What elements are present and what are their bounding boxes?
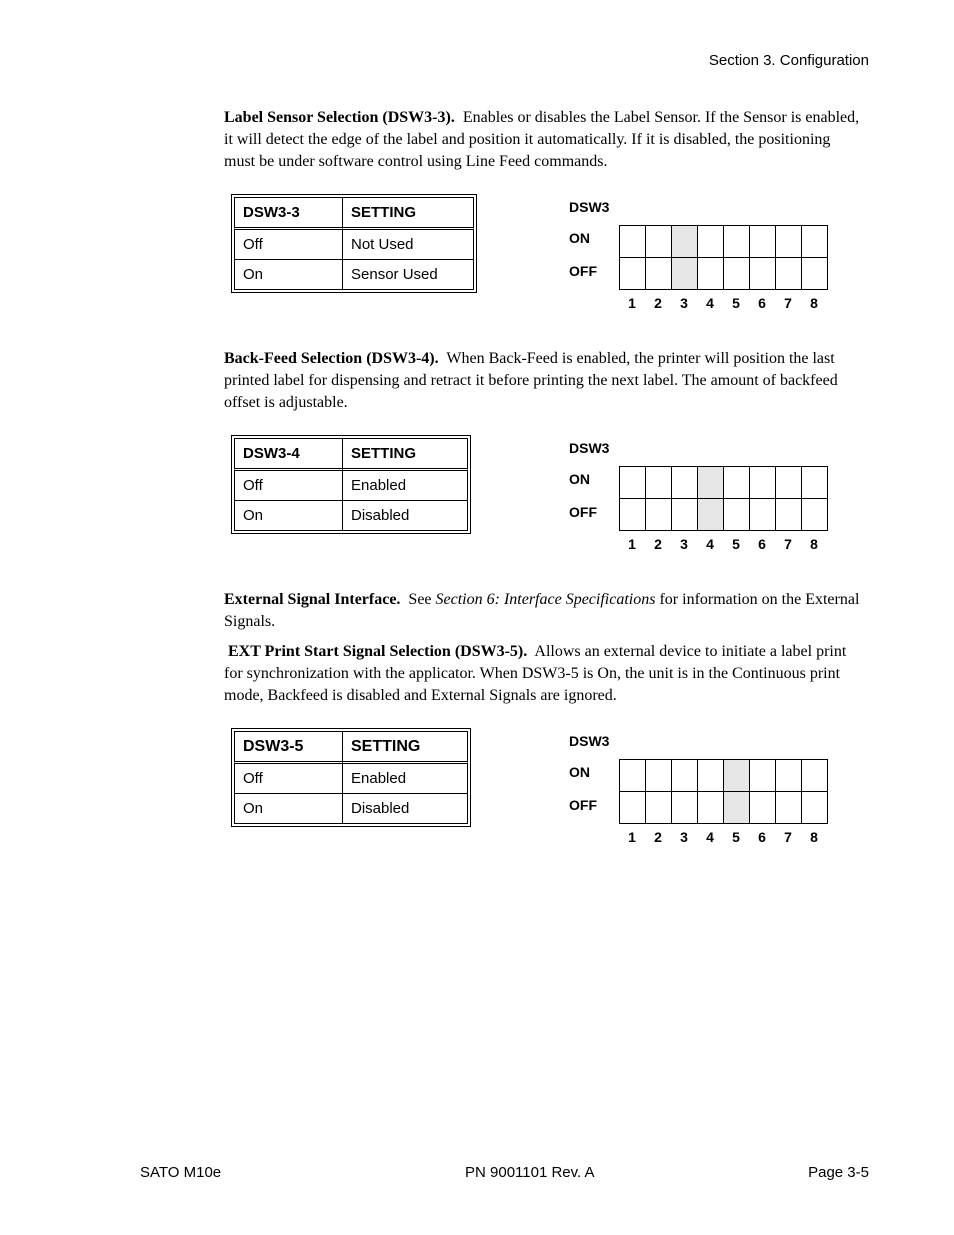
switch-off-label: OFF [569, 797, 597, 813]
switch-on-label: ON [569, 230, 590, 246]
switch-label: DSW3 [569, 733, 610, 749]
switch-on-cell-6 [750, 760, 776, 792]
switch-off-cell-6 [750, 258, 776, 290]
switch-number-7: 7 [784, 829, 792, 845]
switch-number-7: 7 [784, 295, 792, 311]
dsw3-3-settings-table [231, 194, 477, 293]
table-cell: Enabled [342, 761, 468, 793]
switch-grid [619, 225, 828, 290]
table-cell: Off [234, 761, 342, 793]
switch-number-1: 1 [628, 295, 636, 311]
switch-on-cell-4 [698, 467, 724, 499]
table-header: SETTING [342, 731, 468, 761]
table-header: DSW3-4 [234, 438, 342, 468]
switch-off-cell-7 [776, 258, 802, 290]
table-cell: Off [234, 227, 342, 259]
external-signal-title: External Signal Interface. [224, 591, 401, 608]
label-sensor-paragraph [224, 107, 864, 173]
switch-on-cell-3 [672, 226, 698, 258]
switch-on-cell-2 [646, 226, 672, 258]
ext-print-body: Allows an external device to initiate a label print for synchronization with the applicator. When DSW3-5 is On, the unit is in the Continuous print mode, Backfeed is disabled and External Signals are ignored. [224, 643, 847, 704]
switch-on-cell-4 [698, 226, 724, 258]
dsw3-5-settings-table [231, 728, 471, 827]
switch-number-3: 3 [680, 295, 688, 311]
switch-label: DSW3 [569, 440, 610, 456]
switch-off-cell-2 [646, 258, 672, 290]
switch-off-cell-8 [802, 792, 828, 824]
switch-number-3: 3 [680, 829, 688, 845]
ext-print-paragraph [224, 641, 864, 707]
table-cell: Disabled [342, 500, 468, 531]
switch-off-cell-7 [776, 499, 802, 531]
external-signal-post: for information on the External Signals. [224, 591, 860, 630]
section-header: Section 3. Configuration [708, 52, 869, 69]
footer-page-number: Page 3-5 [808, 1164, 869, 1181]
switch-off-cell-1 [620, 258, 646, 290]
switch-numbers [619, 536, 827, 552]
switch-off-cell-5 [724, 499, 750, 531]
switch-grid [619, 466, 828, 531]
switch-off-cell-1 [620, 499, 646, 531]
ext-print-title: EXT Print Start Signal Selection (DSW3-5). [228, 643, 528, 660]
switch-number-1: 1 [628, 536, 636, 552]
switch-number-2: 2 [654, 295, 662, 311]
switch-number-8: 8 [810, 295, 818, 311]
switch-number-2: 2 [654, 829, 662, 845]
switch-on-cell-1 [620, 467, 646, 499]
switch-off-cell-4 [698, 258, 724, 290]
switch-on-cell-2 [646, 467, 672, 499]
table-cell: On [234, 500, 342, 531]
switch-grid [619, 759, 828, 824]
table-cell: On [234, 259, 342, 290]
switch-off-cell-3 [672, 258, 698, 290]
switch-number-7: 7 [784, 536, 792, 552]
switch-number-5: 5 [732, 536, 740, 552]
switch-on-cell-7 [776, 226, 802, 258]
switch-off-cell-5 [724, 792, 750, 824]
switch-number-3: 3 [680, 536, 688, 552]
switch-on-cell-5 [724, 760, 750, 792]
switch-on-cell-1 [620, 760, 646, 792]
switch-off-cell-7 [776, 792, 802, 824]
switch-number-5: 5 [732, 295, 740, 311]
switch-off-cell-4 [698, 792, 724, 824]
table-header: SETTING [342, 197, 474, 227]
switch-on-cell-1 [620, 226, 646, 258]
switch-number-6: 6 [758, 295, 766, 311]
switch-off-cell-4 [698, 499, 724, 531]
label-sensor-title: Label Sensor Selection (DSW3-3). [224, 109, 455, 126]
switch-on-cell-6 [750, 467, 776, 499]
table-cell: Off [234, 468, 342, 500]
table-header: DSW3-3 [234, 197, 342, 227]
switch-on-label: ON [569, 471, 590, 487]
switch-on-cell-3 [672, 760, 698, 792]
back-feed-title: Back-Feed Selection (DSW3-4). [224, 350, 439, 367]
table-cell: Not Used [342, 227, 474, 259]
switch-on-label: ON [569, 764, 590, 780]
footer-part-number: PN 9001101 Rev. A [465, 1164, 595, 1181]
switch-number-5: 5 [732, 829, 740, 845]
switch-on-cell-4 [698, 760, 724, 792]
table-cell: On [234, 793, 342, 824]
external-signal-pre: See [408, 591, 432, 608]
table-cell: Disabled [342, 793, 468, 824]
switch-off-cell-8 [802, 258, 828, 290]
switch-label: DSW3 [569, 199, 610, 215]
switch-off-cell-3 [672, 499, 698, 531]
switch-number-2: 2 [654, 536, 662, 552]
switch-numbers [619, 295, 827, 311]
switch-on-cell-5 [724, 467, 750, 499]
switch-on-cell-5 [724, 226, 750, 258]
switch-on-cell-3 [672, 467, 698, 499]
switch-off-cell-3 [672, 792, 698, 824]
switch-off-cell-1 [620, 792, 646, 824]
table-cell: Sensor Used [342, 259, 474, 290]
switch-off-cell-5 [724, 258, 750, 290]
table-cell: Enabled [342, 468, 468, 500]
switch-number-4: 4 [706, 829, 714, 845]
switch-on-cell-7 [776, 467, 802, 499]
table-header: SETTING [342, 438, 468, 468]
switch-on-cell-8 [802, 760, 828, 792]
dsw3-4-settings-table [231, 435, 471, 534]
external-signal-paragraph [224, 589, 864, 633]
switch-on-cell-2 [646, 760, 672, 792]
table-header: DSW3-5 [234, 731, 342, 761]
switch-number-6: 6 [758, 829, 766, 845]
switch-number-4: 4 [706, 536, 714, 552]
switch-off-cell-2 [646, 792, 672, 824]
switch-off-cell-6 [750, 792, 776, 824]
label-sensor-body: Enables or disables the Label Sensor. If the Sensor is enabled, it will detect the edge of the label and position it automatically. If it is disabled, the positioning must be under software control using Line Feed commands. [224, 109, 860, 170]
switch-on-cell-7 [776, 760, 802, 792]
switch-off-cell-8 [802, 499, 828, 531]
switch-off-cell-2 [646, 499, 672, 531]
switch-number-4: 4 [706, 295, 714, 311]
switch-off-label: OFF [569, 504, 597, 520]
switch-on-cell-6 [750, 226, 776, 258]
switch-number-8: 8 [810, 536, 818, 552]
switch-numbers [619, 829, 827, 845]
switch-on-cell-8 [802, 467, 828, 499]
switch-number-6: 6 [758, 536, 766, 552]
switch-off-cell-6 [750, 499, 776, 531]
back-feed-body: When Back-Feed is enabled, the printer will position the last printed label for dispensing and retract it before printing the next label. The amount of backfeed offset is adjustable. [224, 350, 838, 411]
switch-off-label: OFF [569, 263, 597, 279]
footer-product: SATO M10e [140, 1164, 222, 1181]
back-feed-paragraph [224, 348, 864, 414]
interface-spec-reference: Section 6: Interface Specifications [435, 591, 656, 608]
switch-number-8: 8 [810, 829, 818, 845]
switch-number-1: 1 [628, 829, 636, 845]
switch-on-cell-8 [802, 226, 828, 258]
